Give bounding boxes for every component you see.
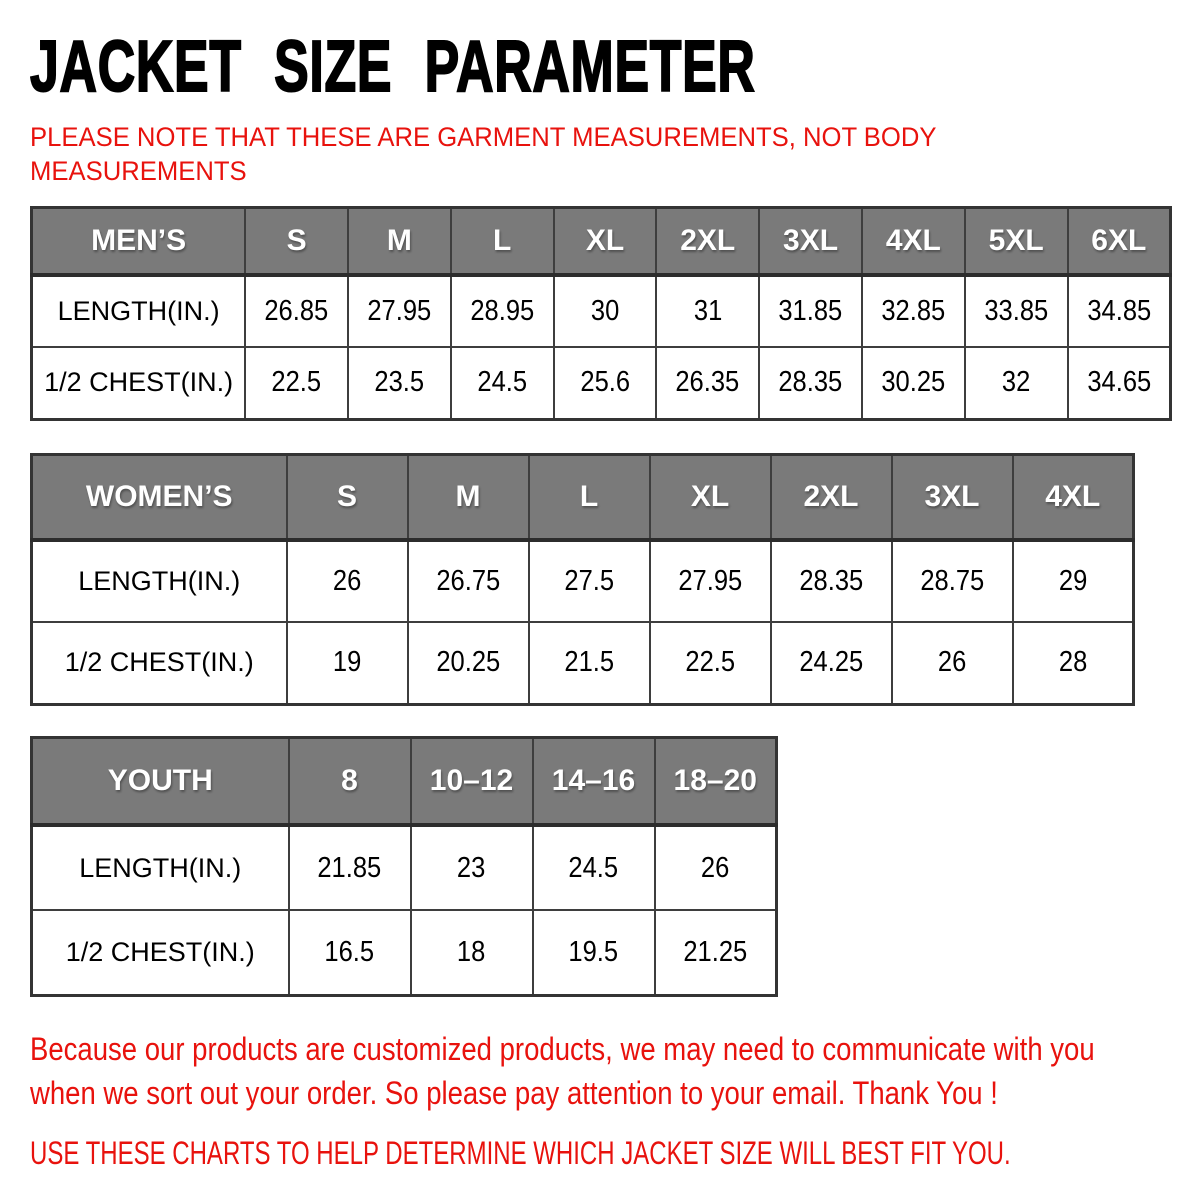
womens-chest-value: 20.25	[436, 646, 500, 679]
youth-length-value: 23	[457, 851, 486, 884]
mens-chest-cell	[1068, 347, 1171, 419]
mens-size-header: 5XL	[965, 207, 1068, 275]
youth-size-table	[30, 736, 778, 997]
youth-size-header: 14–16	[533, 737, 655, 825]
mens-chest-cell	[759, 347, 862, 419]
mens-length-cell	[965, 275, 1068, 347]
youth-chest-value: 16.5	[324, 935, 375, 968]
mens-length-value: 31	[693, 295, 722, 328]
womens-length-cell	[408, 540, 529, 622]
womens-length-value: 27.5	[564, 565, 614, 598]
womens-length-cell	[287, 540, 408, 622]
mens-size-header: 3XL	[759, 207, 862, 275]
womens-size-header: 3XL	[892, 454, 1013, 540]
womens-header-row	[32, 454, 1134, 540]
youth-length-value: 26	[701, 851, 730, 884]
womens-length-cell	[529, 540, 650, 622]
womens-size-header: L	[529, 454, 650, 540]
womens-chest-row	[32, 622, 1134, 704]
mens-chest-cell	[656, 347, 759, 419]
womens-chest-label: 1/2 CHEST(IN.)	[32, 622, 287, 704]
mens-chest-value: 30.25	[881, 366, 946, 399]
mens-size-header: S	[245, 207, 348, 275]
womens-length-row	[32, 540, 1134, 622]
mens-length-value: 31.85	[778, 295, 843, 328]
womens-chest-cell	[287, 622, 408, 704]
youth-header-row	[32, 737, 777, 825]
youth-chest-value: 21.25	[683, 935, 748, 968]
mens-length-value: 34.85	[1086, 295, 1151, 328]
womens-chest-value: 21.5	[564, 646, 614, 679]
mens-size-header: M	[348, 207, 451, 275]
footer-notes	[30, 1027, 1172, 1173]
mens-length-row	[32, 275, 1171, 347]
mens-chest-cell	[554, 347, 657, 419]
mens-size-header: XL	[554, 207, 657, 275]
womens-size-table	[30, 453, 1135, 706]
mens-length-value: 30	[590, 295, 620, 328]
womens-chest-cell	[892, 622, 1013, 704]
youth-length-value: 21.85	[317, 851, 382, 884]
youth-length-label: LENGTH(IN.)	[32, 825, 289, 910]
youth-size-header: 18–20	[655, 737, 777, 825]
youth-chest-cell	[289, 910, 411, 995]
mens-chest-cell	[348, 347, 451, 419]
mens-size-header: L	[451, 207, 554, 275]
womens-table-title: WOMEN’S	[32, 454, 287, 540]
womens-chest-cell	[408, 622, 529, 704]
youth-length-cell	[655, 825, 777, 910]
womens-chest-value: 19	[332, 646, 362, 679]
mens-length-value: 33.85	[984, 295, 1049, 328]
womens-chest-cell	[529, 622, 650, 704]
mens-chest-label: 1/2 CHEST(IN.)	[32, 347, 246, 419]
mens-chest-value: 28.35	[778, 366, 843, 399]
youth-chest-value: 19.5	[568, 935, 619, 968]
womens-length-cell	[1013, 540, 1134, 622]
mens-chest-cell	[862, 347, 965, 419]
womens-length-value: 26.75	[436, 565, 500, 598]
womens-size-header: 4XL	[1013, 454, 1134, 540]
womens-size-header: M	[408, 454, 529, 540]
custom-order-note-line-1: Because our products are customized products, we may need to communicate with you	[30, 1030, 1095, 1067]
womens-chest-value: 24.25	[799, 646, 863, 679]
mens-length-cell	[245, 275, 348, 347]
youth-chest-cell	[411, 910, 533, 995]
womens-length-value: 27.95	[678, 565, 742, 598]
womens-length-value: 28.35	[799, 565, 863, 598]
youth-size-header: 10–12	[411, 737, 533, 825]
mens-chest-value: 32	[1001, 366, 1031, 399]
womens-length-value: 28.75	[920, 565, 984, 598]
mens-chest-value: 25.6	[580, 366, 630, 399]
mens-chest-row	[32, 347, 1171, 419]
mens-table-title: MEN’S	[32, 207, 246, 275]
mens-length-cell	[656, 275, 759, 347]
mens-size-header: 4XL	[862, 207, 965, 275]
womens-size-header: XL	[650, 454, 771, 540]
mens-chest-value: 24.5	[477, 366, 528, 399]
womens-length-cell	[650, 540, 771, 622]
mens-length-value: 28.95	[470, 295, 535, 328]
youth-length-cell	[533, 825, 655, 910]
use-charts-note: USE THESE CHARTS TO HELP DETERMINE WHICH JACKET SIZE WILL BEST FIT YOU.	[30, 1134, 1011, 1171]
garment-measurement-note	[30, 120, 1172, 188]
womens-chest-value: 26	[937, 646, 967, 679]
youth-chest-row	[32, 910, 777, 995]
womens-length-cell	[771, 540, 892, 622]
mens-length-label: LENGTH(IN.)	[32, 275, 246, 347]
womens-length-value: 29	[1058, 565, 1087, 598]
womens-length-value: 26	[332, 565, 362, 598]
womens-length-label: LENGTH(IN.)	[32, 540, 287, 622]
youth-length-value: 24.5	[568, 851, 619, 884]
youth-length-row	[32, 825, 777, 910]
youth-table-title: YOUTH	[32, 737, 289, 825]
youth-length-cell	[289, 825, 411, 910]
note-line-2: MEASUREMENTS	[30, 155, 247, 186]
mens-chest-value: 23.5	[374, 366, 425, 399]
womens-chest-cell	[1013, 622, 1134, 704]
mens-length-cell	[348, 275, 451, 347]
note-line-1: PLEASE NOTE THAT THESE ARE GARMENT MEASUREMENTS, NOT BODY	[30, 121, 937, 152]
mens-length-cell	[759, 275, 862, 347]
womens-chest-value: 28	[1058, 646, 1087, 679]
youth-chest-cell	[655, 910, 777, 995]
mens-size-header: 2XL	[656, 207, 759, 275]
mens-chest-value: 26.35	[675, 366, 740, 399]
youth-chest-cell	[533, 910, 655, 995]
mens-length-value: 27.95	[367, 295, 432, 328]
youth-length-cell	[411, 825, 533, 910]
womens-length-cell	[892, 540, 1013, 622]
custom-order-note-line-2: when we sort out your order. So please pay attention to your email. Thank You !	[30, 1074, 998, 1111]
mens-chest-cell	[245, 347, 348, 419]
womens-size-header: S	[287, 454, 408, 540]
womens-chest-cell	[650, 622, 771, 704]
mens-size-header: 6XL	[1068, 207, 1171, 275]
womens-chest-cell	[771, 622, 892, 704]
womens-size-header: 2XL	[771, 454, 892, 540]
youth-size-header: 8	[289, 737, 411, 825]
mens-chest-cell	[965, 347, 1068, 419]
mens-chest-value: 22.5	[271, 366, 322, 399]
mens-length-cell	[1068, 275, 1171, 347]
mens-length-cell	[862, 275, 965, 347]
mens-length-value: 26.85	[264, 295, 329, 328]
mens-size-table	[30, 206, 1172, 421]
page-title: JACKET SIZE PARAMETER	[30, 27, 756, 107]
mens-length-cell	[451, 275, 554, 347]
mens-length-value: 32.85	[881, 295, 946, 328]
mens-chest-value: 34.65	[1086, 366, 1151, 399]
youth-chest-label: 1/2 CHEST(IN.)	[32, 910, 289, 995]
mens-length-cell	[554, 275, 657, 347]
womens-chest-value: 22.5	[685, 646, 735, 679]
mens-chest-cell	[451, 347, 554, 419]
mens-header-row	[32, 207, 1171, 275]
youth-chest-value: 18	[457, 935, 486, 968]
